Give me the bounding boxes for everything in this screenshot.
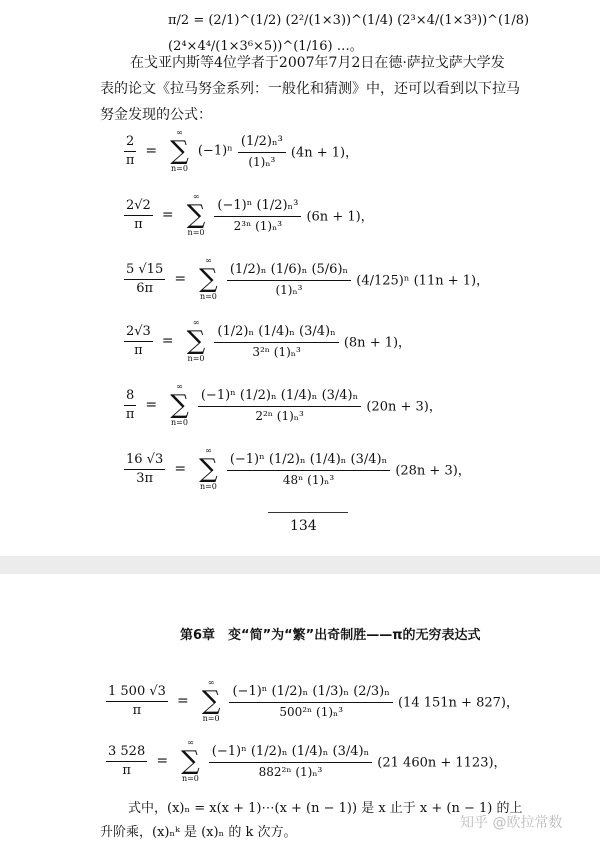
- ramanujan-formula-8: $\frac{3 528}{\pi}$ = ∞ ∑ n=0 $\frac{\text{(−1)ⁿ (1/2)ₙ (1/4)ₙ (3/4)ₙ}}{\text{882²ⁿ (1)ₙ³}}$ (21 460n + 1123)，: [108, 738, 507, 783]
- ramanujan-formula-7: $\frac{1 500 √3}{\pi}$ = ∞ ∑ n=0 $\frac{\text{(−1)ⁿ (1/2)ₙ (1/3)ₙ (2/3)ₙ}}{\text{500²ⁿ (1)ₙ³}}$ (14 151n + 827)，: [108, 678, 519, 723]
- page-number-rule: [268, 512, 348, 513]
- formula-fraction: $\frac{\text{(1/2)ₙ (1/4)ₙ (3/4)ₙ}}{\text{3²ⁿ (1)ₙ³}}$: [214, 322, 338, 361]
- book-page-135: [0, 574, 600, 846]
- formula-fraction: $\frac{\text{(1/2)ₙ³}}{\text{(1)ₙ³}}$: [238, 132, 286, 171]
- ramanujan-formula-3: $\frac{5 √15}{6\pi}$ = ∞ ∑ n=0 $\frac{\text{(1/2)ₙ (1/6)ₙ (5/6)ₙ}}{\text{(1)ₙ³}}$ (4/125)ⁿ (11n + 1)，: [126, 256, 490, 301]
- ramanujan-formula-5: $\frac{8}{\pi}$ = ∞ ∑ n=0 $\frac{\text{(−1)ⁿ (1/2)ₙ (1/4)ₙ (3/4)ₙ}}{\text{2²ⁿ (1)ₙ³}}$ (20n + 3)，: [125, 382, 442, 427]
- ramanujan-formula-4: $\frac{2√3}{\pi}$ = ∞ ∑ n=0 $\frac{\text{(1/2)ₙ (1/4)ₙ (3/4)ₙ}}{\text{3²ⁿ (1)ₙ³}}$ (8n + 1)，: [126, 318, 412, 363]
- note-line-1: 式中，(x)ₙ = x(x + 1)⋯(x + (n − 1)) 是 x 止于 x + (n − 1) 的上: [128, 801, 523, 816]
- ramanujan-formula-6: $\frac{16 √3}{3\pi}$ = ∞ ∑ n=0 $\frac{\text{(−1)ⁿ (1/2)ₙ (1/4)ₙ (3/4)ₙ}}{\text{48ⁿ (1)ₙ³}}$ (28n + 3)，: [126, 446, 471, 491]
- page-number: 134: [290, 518, 317, 534]
- formula-fraction: $\frac{\text{(−1)ⁿ (1/2)ₙ (1/3)ₙ (2/3)ₙ}}{\text{500²ⁿ (1)ₙ³}}$: [229, 682, 392, 721]
- formula-fraction: $\frac{\text{(−1)ⁿ (1/2)ₙ (1/4)ₙ (3/4)ₙ}}{\text{48ⁿ (1)ₙ³}}$: [227, 450, 390, 489]
- summation-sign: ∞ ∑ n=0: [186, 192, 206, 237]
- watermark: 知乎 @欧拉常数: [460, 815, 563, 831]
- formula-lhs: $\frac{2√2}{\pi}$: [126, 197, 151, 232]
- top-formula: π/2 = (2/1)^(1/2) (2²/(1×3))^(1/4) (2³×4/(1×3³))^(1/8) (2⁴×4⁴/(1×3⁶×5))^(1/16) …。: [168, 13, 530, 54]
- note-line-2: 升阶乘，(x)ₙᵏ 是 (x)ₙ 的 k 次方。: [100, 825, 297, 840]
- paragraph-line-1: 在戈亚内斯等4位学者于2007年7月2日在德·萨拉戈萨大学发: [130, 55, 505, 71]
- summation-sign: ∞ ∑ n=0: [199, 446, 218, 491]
- paragraph-line-2: 表的论文《拉马努金系列：一般化和猜测》中，还可以看到以下拉马: [100, 81, 520, 97]
- formula-fraction: $\frac{\text{(1/2)ₙ (1/6)ₙ (5/6)ₙ}}{\text{(1)ₙ³}}$: [227, 260, 351, 299]
- formula-fraction: $\frac{\text{(−1)ⁿ (1/2)ₙ³}}{\text{2³ⁿ (1)ₙ³}}$: [214, 196, 301, 235]
- ramanujan-formula-1: $\frac{2}{\pi}$ = ∞ ∑ n=0 (−1)ⁿ $\frac{\text{(1/2)ₙ³}}{\text{(1)ₙ³}}$ (4n + 1)，: [125, 128, 359, 173]
- formula-lhs: $\frac{16 √3}{3\pi}$: [126, 451, 164, 486]
- summation-sign: ∞ ∑ n=0: [170, 128, 189, 173]
- paragraph-line-3: 努金发现的公式：: [100, 107, 212, 123]
- formula-lhs: $\frac{3 528}{\pi}$: [108, 743, 146, 778]
- formula-lhs: $\frac{2}{\pi}$: [125, 133, 135, 168]
- formula-lhs: $\frac{1 500 √3}{\pi}$: [108, 683, 166, 718]
- formula-lhs: $\frac{5 √15}{6\pi}$: [126, 261, 164, 296]
- formula-lhs: $\frac{2√3}{\pi}$: [126, 323, 151, 358]
- ramanujan-formula-2: $\frac{2√2}{\pi}$ = ∞ ∑ n=0 $\frac{\text{(−1)ⁿ (1/2)ₙ³}}{\text{2³ⁿ (1)ₙ³}}$ (6n + 1)，: [126, 192, 374, 237]
- formula-fraction: $\frac{\text{(−1)ⁿ (1/2)ₙ (1/4)ₙ (3/4)ₙ}}{\text{882²ⁿ (1)ₙ³}}$: [209, 742, 372, 781]
- summation-sign: ∞ ∑ n=0: [170, 382, 189, 427]
- formula-fraction: $\frac{\text{(−1)ⁿ (1/2)ₙ (1/4)ₙ (3/4)ₙ}}{\text{2²ⁿ (1)ₙ³}}$: [198, 386, 361, 425]
- chapter-header: 第6章 变“简”为“繁”出奇制胜——π的无穷表达式: [180, 628, 481, 643]
- summation-sign: ∞ ∑ n=0: [181, 738, 200, 783]
- summation-sign: ∞ ∑ n=0: [186, 318, 206, 363]
- summation-sign: ∞ ∑ n=0: [199, 256, 218, 301]
- summation-sign: ∞ ∑ n=0: [201, 678, 221, 723]
- formula-lhs: $\frac{8}{\pi}$: [125, 387, 135, 422]
